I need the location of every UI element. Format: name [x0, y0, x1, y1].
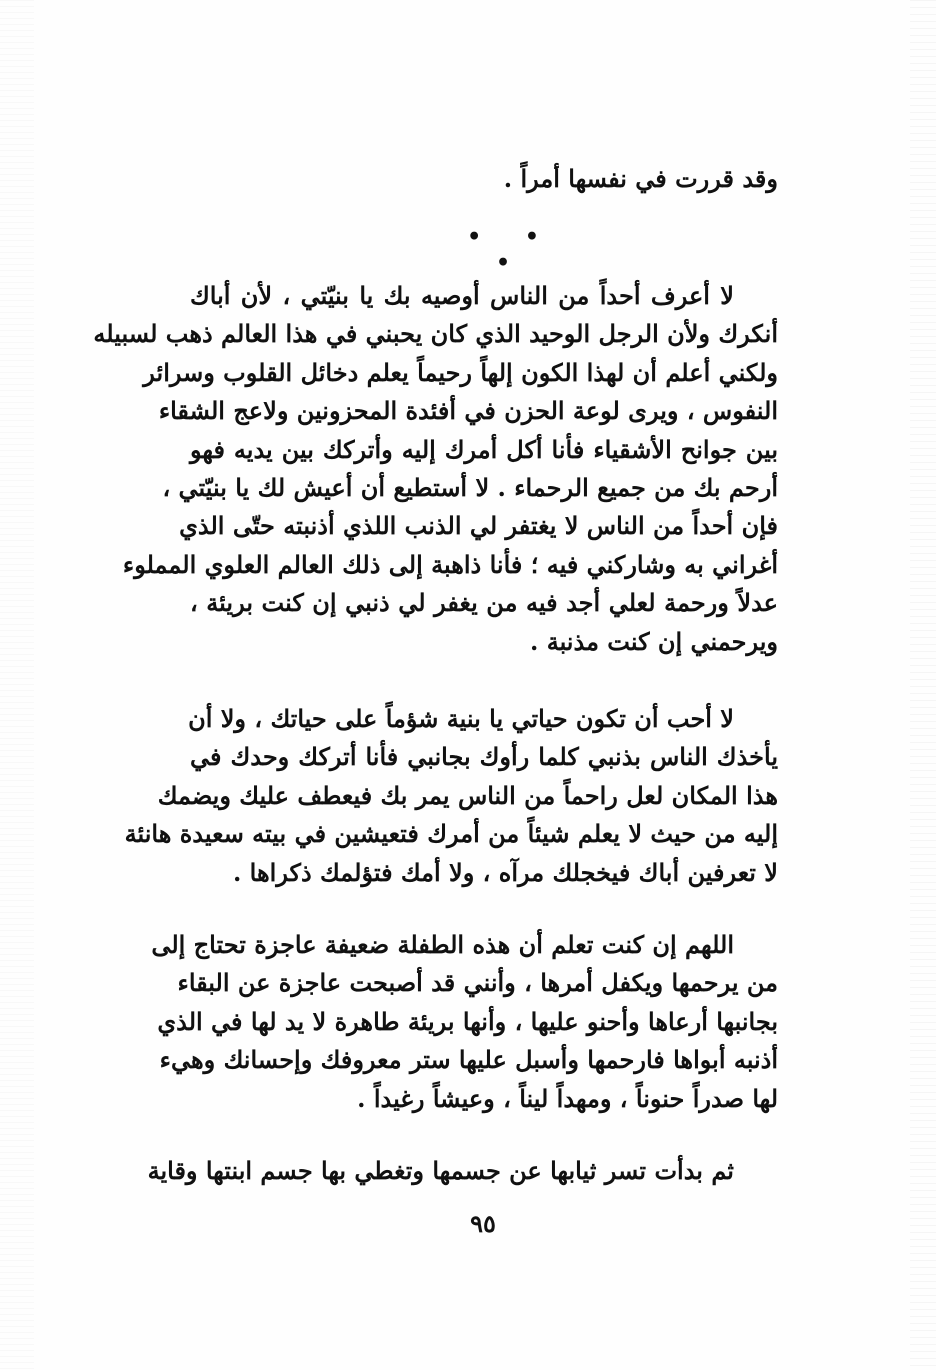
- paragraph-line: عدلاً ورحمة لعلي أجد فيه من يغفر لي ذنبي إن كنت بريئة ،: [190, 588, 778, 618]
- paragraph-line: لا أعرف أحداً من الناس أوصيه بك يا بنيّتي ، لأن أباك: [190, 281, 734, 310]
- paragraph-line: لا تعرفين أباك فيخجلك مرآه ، ولا أمك فتؤلمك ذكراها .: [232, 857, 778, 887]
- paragraph-line: من يرحمها ويكفل أمرها ، وأنني قد أصبحت عاجزة عن البقاء: [177, 968, 778, 998]
- paragraph-line: اللهم إن كنت تعلم أن هذه الطفلة ضعيفة عاجزة تحتاج إلى: [151, 930, 734, 959]
- paragraph-2: [124, 700, 778, 892]
- intro-text: وقد قررت في نفسها أمراً .: [503, 164, 778, 193]
- paragraph-line: النفوس ، ويرى لوعة الحزن في أفئدة المحزونين ولاعج الشقاء: [158, 396, 778, 426]
- paragraph-line: بين جوانح الأشقياء فأنا أكل أمرك إليه وأتركك بين يديه فهو: [190, 434, 778, 464]
- paragraph-3: [151, 926, 778, 1118]
- paragraph-line: أغراني به وشاركني فيه ؛ فأنا ذاهبة إلى ذلك العالم العلوي المملوء: [122, 549, 778, 579]
- paragraph-line: ولكني أعلم أن لهذا الكون إلهاً رحيماً يعلم دخائل القلوب وسرائر: [143, 357, 778, 387]
- paragraph-line: فإن أحداً من الناس لا يغتفر لي الذنب اللذي أذنبته حتّى الذي: [179, 511, 778, 541]
- paragraph-line: يأخذك الناس بذنبي كلما رأوك بجانبي فأنا أتركك وحدك في: [190, 742, 778, 772]
- paragraph-line: أرحم بك من جميع الرحماء . لا أستطيع أن أعيش لك يا بنيّتي ،: [162, 472, 778, 502]
- scan-edge-left: [0, 0, 34, 1370]
- paragraph-line: لها صدراً حنوناً ، ومهداً ليناً ، وعيشاً رغيداً .: [357, 1083, 778, 1113]
- paragraph-line: بجانبها أرعاها وأحنو عليها ، وأنها بريئة طاهرة لا يد لها في الذي: [157, 1006, 778, 1036]
- paragraph-line: ثم بدأت تسر ثيابها عن جسمها وتغطي بها جسم ابنتها وقاية: [147, 1156, 734, 1185]
- page-number: ٩٥: [470, 1209, 496, 1238]
- paragraph-line: لا أحب أن تكون حياتي يا بنية شؤماً على حياتك ، ولا أن: [188, 704, 734, 733]
- paragraph-line: أنكرك ولأن الرجل الوحيد الذي كان يحبني في هذا العالم ذهب لسبيله: [93, 319, 778, 349]
- paragraph-1: [93, 277, 778, 661]
- paragraph-line: إليه من حيث لا يعلم شيئاً من أمرك فتعيشين في بيته سعيدة هانئة: [124, 819, 778, 849]
- paragraph-line: ويرحمني إن كنت مذنبة .: [529, 626, 778, 656]
- scan-edge-right: [910, 0, 936, 1370]
- intro-line: [190, 160, 778, 198]
- section-separator: • • •: [467, 224, 557, 276]
- paragraph-line: هذا المكان لعل راحماً من الناس يمر بك فيعطف عليك ويضمك: [157, 780, 778, 810]
- paragraph-4: [147, 1152, 778, 1190]
- paragraph-line: أذنبه أبواها فارحمها وأسبل عليها ستر معروفك وإحسانك وهيء: [159, 1045, 778, 1075]
